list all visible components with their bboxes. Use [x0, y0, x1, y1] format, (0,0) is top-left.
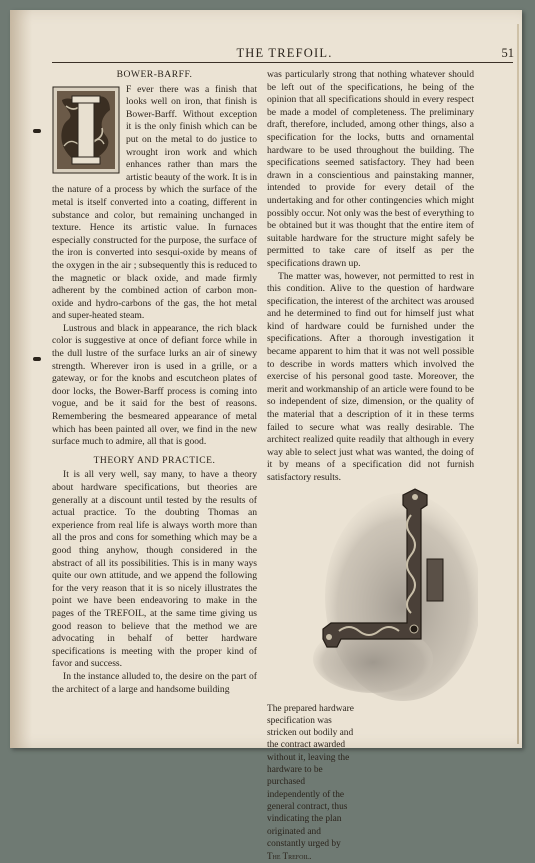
page-header [52, 44, 517, 64]
section-heading: THEORY AND PRACTICE. [93, 454, 216, 466]
margin-mark [33, 129, 41, 133]
paragraph [267, 703, 355, 863]
paragraph: was particularly strong that nothing whatever should be left out of the specifications, he being of the opinion that all specifications should in every respect be made a model of completeness. The preliminary draft, therefore, included, among other things, also a specification for the locks, butts and ornamental hardware to be used throughout the building. The specifications seemed satisfactory. They had been drawn in a conscientious and painstaking manner, intended to provide for every detail of the undertaking and for other contingencies which might possibly occur. Not only was the best of everything to be obtained but it was thought that the entire item of suitable hardware for the structure might safely be permitted to take care of itself as per the specifications drawn up. [267, 69, 474, 269]
paragraph: The matter was, however, not permitted to rest in this condition. Alive to the question of hardware specification, the interest of the architect was aroused and he determined to find out for himself just what kind of hardware could be furnished under the specifications. After a thorough investigation it became apparent to him that it was not well possible to describe in words matters which involved the exercise of his personal good taste. Moreover, the merit and workmanship of an article were found to be so independent of size, dimension, or the quality of the material that a description of it in these terms failed to secure what was really desirable. The architect realized quite readily that although in every way able to select just what was wanted, the doing of it by means of a specification did not furnish satisfactory results. [267, 270, 474, 483]
page-edge [517, 24, 519, 744]
header-rule [52, 62, 513, 63]
running-title: THE TREFOIL. [236, 46, 333, 60]
section-heading: BOWER-BARFF. [116, 69, 193, 80]
left-column [52, 69, 257, 696]
wrought-iron-hinge-icon [303, 479, 478, 701]
ornamental-initial-icon [52, 86, 120, 174]
paragraph: F ever there was a finish that looks well on iron, that finish is Bower-Barff. Without exception it is the only finish which can be put on the metal to do justice to wrought iron work and which enhances rather than mars the artistic beauty of the work. It is in the nature of a process by which the surface of the metal is itself converted into a coating, different in substance and color, but remaining unchanged in texture. Hence its artistic value. In furnaces especially constructed for the purpose, the surface of the iron is converted into sesqui-oxide by means of the oxygen in the air ; subsequently this is reduced to the magnetic or black oxide, and made firmly adherent by the combined action of carbon mon-oxide and hydro-carbons of the gas, the hot metal and super-heated steam. [52, 83, 257, 322]
right-column [267, 69, 474, 863]
page-number: 51 [501, 46, 514, 60]
signoff: The Trefoil. [267, 851, 312, 862]
paragraph: In the instance alluded to, the desire on the part of the architect of a large and handsome building [52, 670, 257, 695]
paragraph: It is all very well, say many, to have a theory about hardware specifications, but theories are generally at a discount until tested by the results of actual practice. To the doubting Thomas an experience from real life is always worth more than all the pros and cons for something which may be a good thing anyhow, though considered in the abstract of all its possibilities. This is in many ways quite our own attitude, and we append the following for the very reason that it is so nicely illustrates the point we have been endeavoring to make in the pages of the TREFOIL, at the same time giving us good reason to believe that the method we are advocating in behalf of better hardware specifications is meeting with the proper kind of favor and success. [52, 469, 257, 670]
figure-caption-text [267, 703, 355, 863]
paragraph: Lustrous and black in appearance, the rich black color is suggestive at once of defiant force while in the dull lustre of the surface lurks an air of sinewy strength. Wherever iron is used in a grille, or a gateway, or for the knobs and escutcheon plates of door locks, the Bower-Barff process is coming into vogue, and be it said for the best of reasons. Remembering the besmeared appearance of metal which has been painted all over, we find in the new surface much to admire, all that is good. [52, 322, 257, 448]
caption-body: The prepared hardware specification was stricken out bodily and the contract awarded without it, leaving the hardware to be purchased independently of the general contract, thus vindicating the plan originated and constantly urged by [267, 703, 354, 849]
margin-mark [33, 357, 41, 361]
